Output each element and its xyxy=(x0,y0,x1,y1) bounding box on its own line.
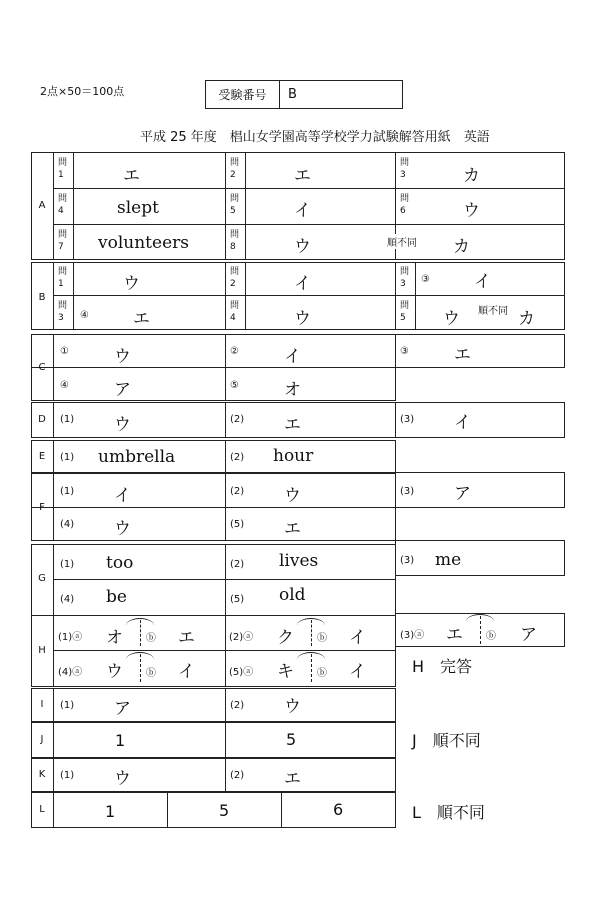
answer-e2: hour xyxy=(273,446,314,466)
question-number: 問 2 xyxy=(230,158,240,180)
section-e xyxy=(31,440,396,474)
answer-b4: ウ xyxy=(294,309,311,329)
answer-i1: ア xyxy=(114,699,131,719)
answer-b3a: イ xyxy=(474,272,491,292)
item-number: (1) xyxy=(60,452,75,463)
item-number: ⑤ xyxy=(230,380,239,391)
sub-mark: ⓑ xyxy=(317,668,327,679)
answer-f3: ア xyxy=(454,484,471,504)
section-g-label: G xyxy=(38,573,46,584)
answer-g4: be xyxy=(106,587,127,607)
answer-c1: ウ xyxy=(114,347,131,367)
item-number: (5) xyxy=(230,594,245,605)
section-h xyxy=(31,615,396,687)
item-number: (5)ⓐ xyxy=(229,667,254,678)
h-complete-note: H 完答 xyxy=(412,657,473,676)
answer-l2: 5 xyxy=(219,801,230,820)
section-i xyxy=(31,688,396,722)
answer-b5: ウ xyxy=(443,309,460,329)
answer-a3: カ xyxy=(463,166,480,186)
answer-b5-2: カ xyxy=(518,309,535,329)
answer-a5: イ xyxy=(294,201,311,221)
answer-l1: 1 xyxy=(105,802,116,821)
item-number: (3)ⓐ xyxy=(400,630,425,641)
answer-d1: ウ xyxy=(114,415,131,435)
section-i-label: I xyxy=(40,699,44,710)
answer-d2: エ xyxy=(284,415,301,435)
answer-h5c: イ xyxy=(349,662,366,682)
answer-g1: too xyxy=(106,553,134,573)
item-number: ④ xyxy=(60,380,69,391)
sub-mark: ⓑ xyxy=(317,633,327,644)
item-number: (1) xyxy=(60,700,75,711)
section-k-label: K xyxy=(38,769,46,780)
question-number: 問 5 xyxy=(400,301,410,323)
sub-mark: ⓑ xyxy=(146,633,156,644)
answer-g2: lives xyxy=(279,551,319,571)
answer-d3: イ xyxy=(454,413,471,433)
item-number: (2) xyxy=(230,559,245,570)
item-number: (4)ⓐ xyxy=(58,667,83,678)
section-l-label: L xyxy=(39,804,45,815)
item-number: ① xyxy=(60,346,69,357)
item-number: (1) xyxy=(60,486,75,497)
answer-i2: ウ xyxy=(284,697,301,717)
answer-f4: ウ xyxy=(114,519,131,539)
item-number: (2)ⓐ xyxy=(229,632,254,643)
section-g-q3 xyxy=(395,540,565,576)
question-number: 問 1 xyxy=(58,267,68,289)
answer-h4a: ウ xyxy=(106,662,123,682)
item-number: (1)ⓐ xyxy=(58,632,83,643)
l-order-note: L 順不同 xyxy=(412,803,485,822)
item-number: (3) xyxy=(400,486,415,497)
sub-mark: ④ xyxy=(80,310,89,321)
question-number: 問 2 xyxy=(230,267,240,289)
order-free-note: 順不同 xyxy=(387,234,417,249)
section-e-label: E xyxy=(38,451,46,462)
section-j xyxy=(31,722,396,758)
answer-a8-2: カ xyxy=(453,237,470,257)
section-c-label: C xyxy=(38,362,46,373)
item-number: (1) xyxy=(60,559,75,570)
section-d-label: D xyxy=(38,414,46,425)
question-number: 問 5 xyxy=(230,194,240,216)
answer-j2: 5 xyxy=(286,730,297,749)
score-note: 2点×50＝100点 xyxy=(40,85,125,98)
answer-h4c: イ xyxy=(178,662,195,682)
answer-h5a: キ xyxy=(277,662,294,682)
item-number: (1) xyxy=(60,414,75,425)
question-number: 問 3 xyxy=(400,158,410,180)
answer-g5: old xyxy=(279,585,306,605)
answer-c4: ア xyxy=(114,380,131,400)
answer-a4: slept xyxy=(117,198,159,218)
answer-b1: ウ xyxy=(123,274,140,294)
j-order-note: J 順不同 xyxy=(412,731,481,750)
question-number: 問 4 xyxy=(58,194,68,216)
question-number: 問 6 xyxy=(400,194,410,216)
answer-f5: エ xyxy=(284,519,301,539)
answer-a2: エ xyxy=(294,166,311,186)
answer-f1: イ xyxy=(114,486,131,506)
item-number: (4) xyxy=(60,519,75,530)
answer-k1: ウ xyxy=(114,769,131,789)
answer-h3a: エ xyxy=(446,625,463,645)
answer-h3c: ア xyxy=(520,625,537,645)
sub-mark: ⓑ xyxy=(486,631,496,642)
exam-number-value: B xyxy=(288,87,297,102)
answer-f2: ウ xyxy=(284,486,301,506)
item-number: (2) xyxy=(230,770,245,781)
section-c-row2 xyxy=(31,367,396,401)
answer-c2: イ xyxy=(284,347,301,367)
section-a-label: A xyxy=(38,200,46,211)
question-number: 問 7 xyxy=(58,230,68,252)
section-j-label: J xyxy=(40,734,44,745)
answer-g3: me xyxy=(435,550,462,570)
item-number: (4) xyxy=(60,594,75,605)
item-number: (5) xyxy=(230,519,245,530)
answer-a8: ウ xyxy=(294,237,311,257)
exam-number-box xyxy=(205,80,403,109)
answer-k2: エ xyxy=(284,769,301,789)
sub-mark: ③ xyxy=(421,274,430,285)
item-number: (3) xyxy=(400,414,415,425)
question-number: 問 3 xyxy=(58,301,68,323)
item-number: (1) xyxy=(60,770,75,781)
section-h-label: H xyxy=(38,645,46,656)
exam-number-label: 受験番号 xyxy=(206,81,280,108)
item-number: (2) xyxy=(230,486,245,497)
question-number: 問 1 xyxy=(58,158,68,180)
page-title: 平成 25 年度 椙山女学園高等学校学力試験解答用紙 英語 xyxy=(140,130,490,145)
item-number: (2) xyxy=(230,414,245,425)
answer-h2a: ク xyxy=(277,628,294,648)
answer-b2: イ xyxy=(294,274,311,294)
item-number: ③ xyxy=(400,346,409,357)
question-number: 問 8 xyxy=(230,230,240,252)
item-number: ② xyxy=(230,346,239,357)
item-number: (2) xyxy=(230,452,245,463)
item-number: (3) xyxy=(400,555,415,566)
answer-a7: volunteers xyxy=(98,233,189,253)
order-free-note: 順不同 xyxy=(478,306,508,317)
question-number: 問 3 xyxy=(400,267,410,289)
answer-c5: オ xyxy=(284,380,301,400)
sub-mark: ⓑ xyxy=(146,668,156,679)
answer-a6: ウ xyxy=(463,201,480,221)
answer-a1: エ xyxy=(123,166,140,186)
section-g xyxy=(31,544,396,616)
answer-b3b: エ xyxy=(133,309,150,329)
section-k xyxy=(31,758,396,792)
section-f-row2 xyxy=(31,507,396,541)
answer-h2c: イ xyxy=(349,628,366,648)
answer-e1: umbrella xyxy=(98,447,176,467)
question-number: 問 4 xyxy=(230,301,240,323)
answer-j1: 1 xyxy=(115,731,126,750)
answer-c3: エ xyxy=(454,345,471,365)
answer-h1c: エ xyxy=(178,628,195,648)
item-number: (2) xyxy=(230,700,245,711)
answer-h1a: オ xyxy=(106,628,123,648)
answer-l3: 6 xyxy=(333,800,344,819)
section-b-label: B xyxy=(38,292,46,303)
section-f-label: F xyxy=(39,502,45,513)
